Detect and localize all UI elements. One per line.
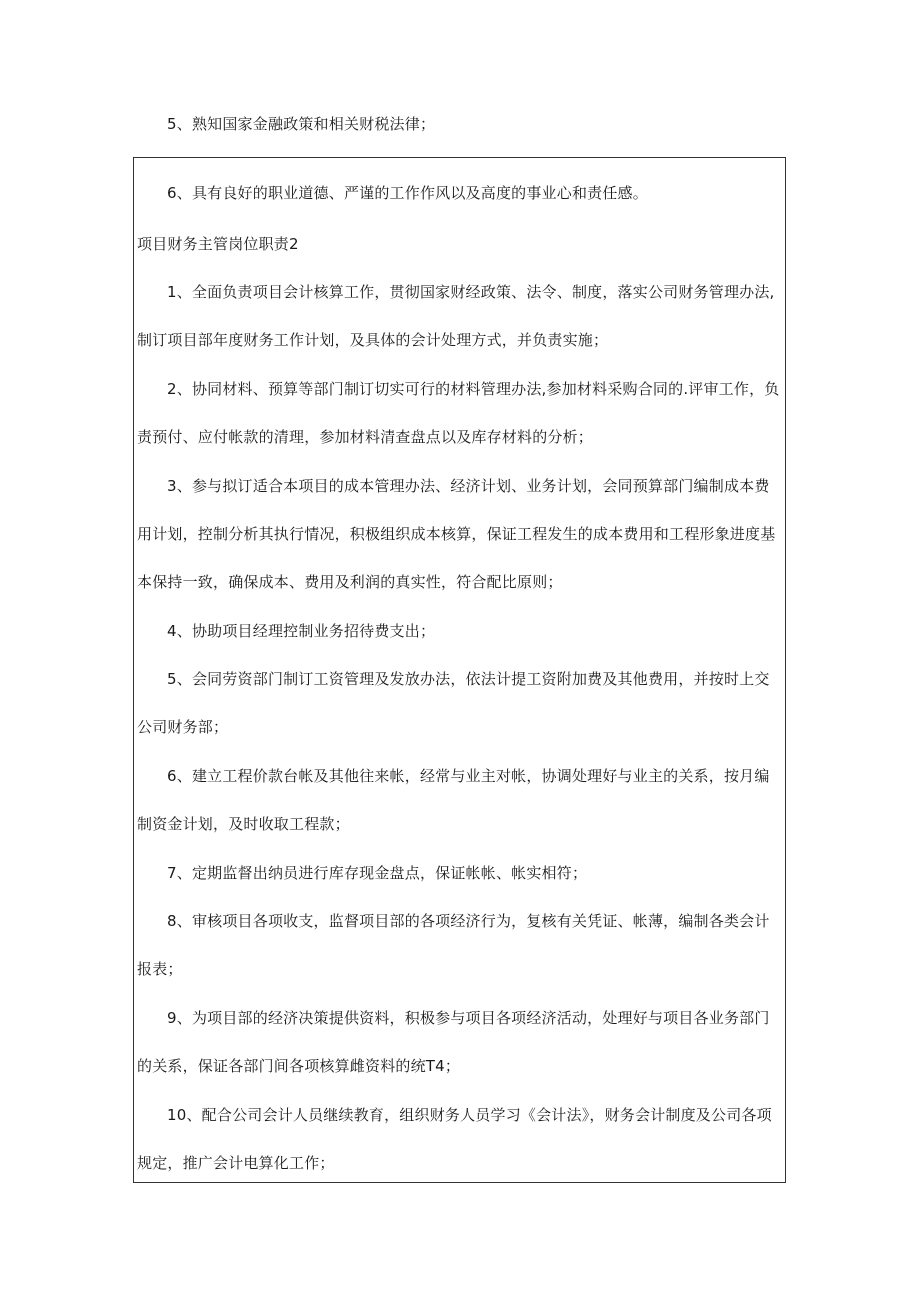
duty-3-line-2: 用计划，控制分析其执行情况，积极组织成本核算，保证工程发生的成本费用和工程形象进度基	[137, 525, 776, 543]
duty-5-line-2: 公司财务部；	[137, 718, 229, 736]
duty-8-line-2: 报表；	[137, 960, 183, 978]
duty-9-line-1: 9、为项目部的经济决策提供资料，积极参与项目各项经济活动，处理好与项目各业务部门	[167, 1009, 770, 1027]
item-6: 6、具有良好的职业道德、严谨的工作作风以及高度的事业心和责任感。	[167, 184, 648, 202]
duty-4-line-1: 4、协助项目经理控制业务招待费支出；	[167, 622, 436, 640]
section-title: 项目财务主管岗位职责2	[137, 235, 299, 253]
duty-2-line-1: 2、协同材料、预算等部门制订切实可行的材料管理办法,参加材料采购合同的.评审工作，负	[167, 380, 780, 398]
duty-2-line-2: 责预付、应付帐款的清理，参加材料清查盘点以及库存材料的分析；	[137, 428, 594, 446]
duty-5-line-1: 5、会同劳资部门制订工资管理及发放办法，依法计提工资附加费及其他费用，并按时上交	[167, 670, 770, 688]
duty-3-line-3: 本保持一致，确保成本、费用及利润的真实性，符合配比原则；	[137, 573, 563, 591]
duty-10-line-2: 规定，推广会计电算化工作；	[137, 1154, 335, 1172]
duty-6-line-2: 制资金计划，及时收取工程款；	[137, 815, 350, 833]
duty-9-line-2: 的关系，保证各部门间各项核算雌资料的统T4；	[137, 1057, 461, 1075]
duty-8-line-1: 8、审核项目各项收支，监督项目部的各项经济行为，复核有关凭证、帐薄，编制各类会计	[167, 912, 770, 930]
duty-1-line-1: 1、全面负责项目会计核算工作，贯彻国家财经政策、法令、制度，落实公司财务管理办法,	[167, 283, 775, 301]
duty-1-line-2: 制订项目部年度财务工作计划，及具体的会计处理方式，并负责实施；	[137, 331, 609, 349]
duty-6-line-1: 6、建立工程价款台帐及其他往来帐，经常与业主对帐，协调处理好与业主的关系，按月编	[167, 767, 770, 785]
duty-3-line-1: 3、参与拟订适合本项目的成本管理办法、经济计划、业务计划，会同预算部门编制成本费	[167, 477, 770, 495]
duty-7-line-1: 7、定期监督出纳员进行库存现金盘点，保证帐帐、帐实相符；	[167, 864, 588, 882]
pre-item-5: 5、熟知国家金融政策和相关财税法律；	[167, 115, 436, 133]
duty-10-line-1: 10、配合公司会计人员继续教育，组织财务人员学习《会计法》，财务会计制度及公司各项	[167, 1106, 772, 1124]
